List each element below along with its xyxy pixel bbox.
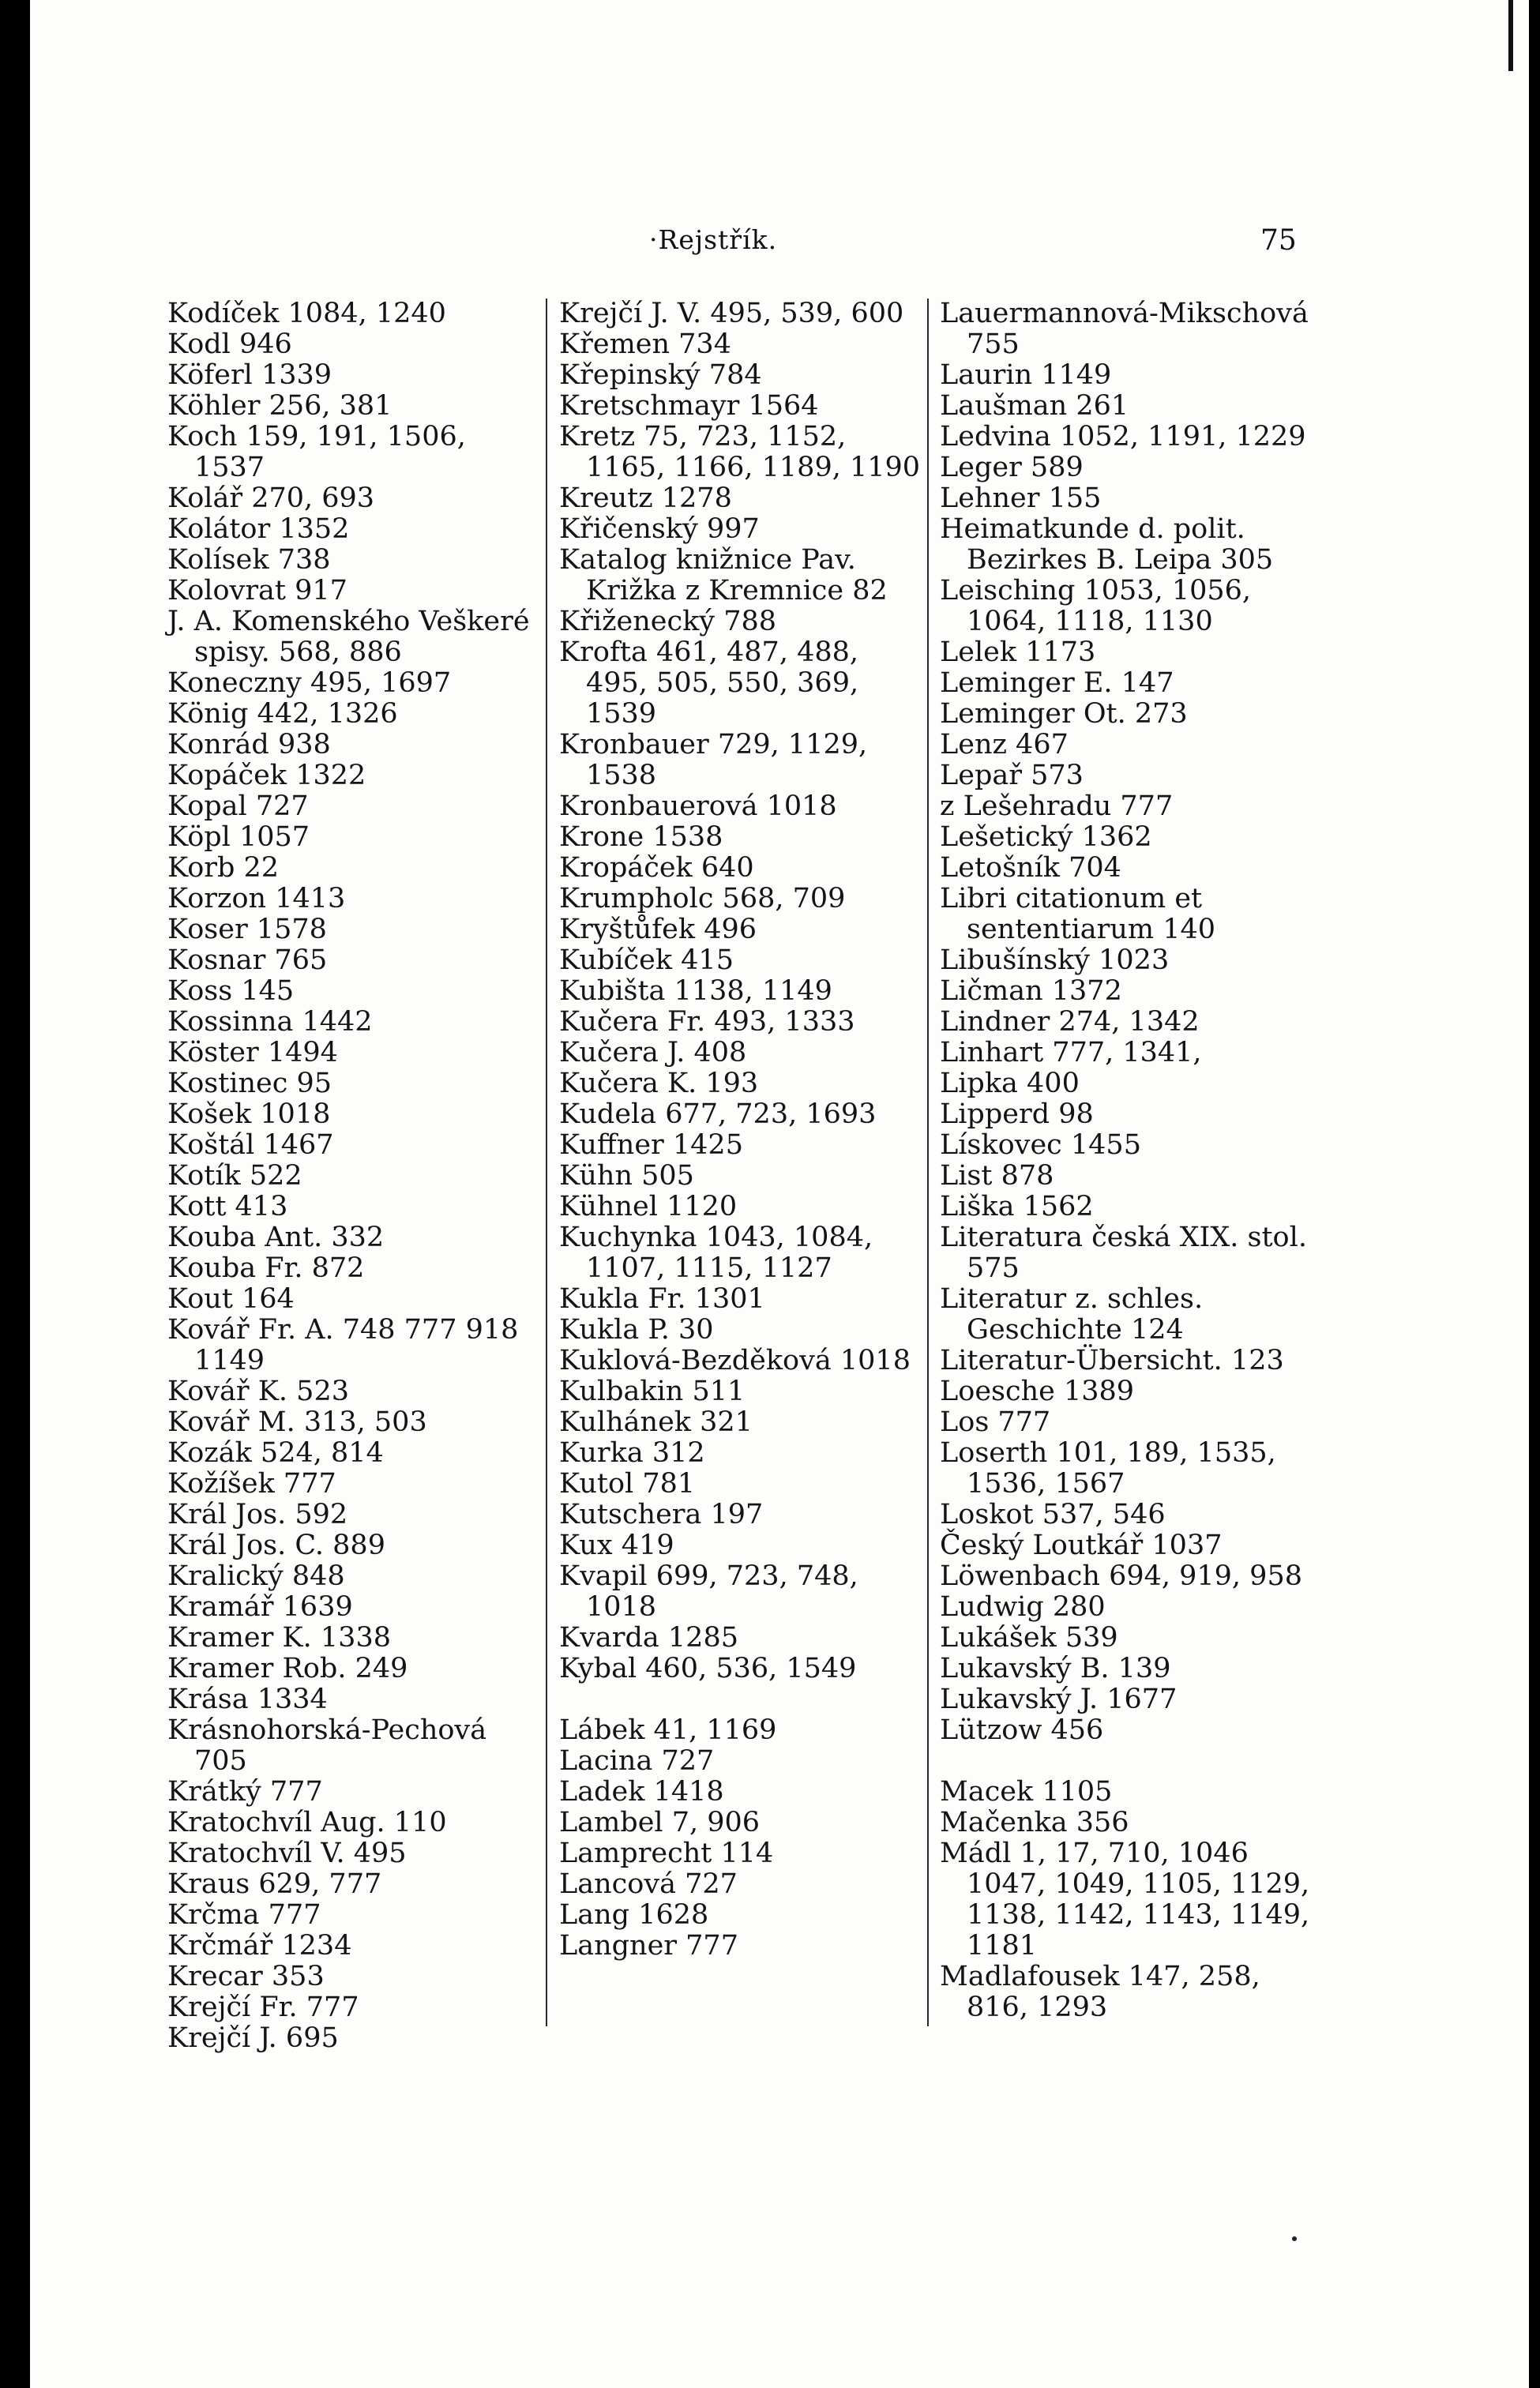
index-column-2 [559,298,922,2025]
index-entry: Kudela 677, 723, 1693 [559,1098,877,1130]
index-entry: Krejčí J. V. 495, 539, 600 [559,298,904,329]
scan-edge [1529,0,1540,2388]
index-entry: Koneczny 495, 1697 [167,667,452,699]
index-entry: Lukášek 539 [940,1622,1118,1654]
index-entry: Český Loutkář 1037 [940,1530,1223,1561]
index-entry: Krásnohorská-Pechová 705 [167,1714,487,1777]
index-entry: Kovář M. 313, 503 [167,1406,427,1438]
index-entry: Koch 159, 191, 1506, 1537 [167,421,466,483]
index-entry: Lancová 727 [559,1868,738,1900]
index-entry: Kolář 270, 693 [167,482,375,514]
index-entry: Lützow 456 [940,1714,1104,1746]
index-entry: Krone 1538 [559,821,723,853]
index-entry: Koštál 1467 [167,1129,334,1161]
index-entry: Kuchynka 1043, 1084, 1107, 1115, 1127 [559,1222,873,1284]
index-entry: Kotík 522 [167,1160,302,1192]
index-entry: Kozák 524, 814 [167,1437,384,1469]
index-entry: Kubíček 415 [559,944,734,976]
index-entry: Kolátor 1352 [167,513,350,545]
index-entry: Krejčí J. 695 [167,2022,339,2054]
index-entry: Ledvina 1052, 1191, 1229 [940,421,1306,452]
index-entry: Leminger Ot. 273 [940,698,1188,730]
index-entry: Král Jos. 592 [167,1499,348,1530]
index-entry: Lindner 274, 1342 [940,1006,1200,1038]
index-entry: Literatura česká XIX. stol. 575 [940,1222,1307,1284]
index-entry: Literatur-Übersicht. 123 [940,1345,1284,1376]
index-entry: Krčmář 1234 [167,1930,352,1962]
index-entry: Kout 164 [167,1283,295,1315]
index-entry: Lískovec 1455 [940,1129,1141,1161]
index-entry: Lukavský J. 1677 [940,1684,1178,1715]
index-entry: Kvapil 699, 723, 748, 1018 [559,1560,858,1623]
index-entry: Loesche 1389 [940,1376,1135,1407]
index-entry: Křičenský 997 [559,513,760,545]
index-entry: Kott 413 [167,1191,288,1222]
index-entry: Kronbauerová 1018 [559,790,837,822]
index-entry: Krofta 461, 487, 488, 495, 505, 550, 369, 1539 [559,636,859,730]
index-entry: Kralický 848 [167,1560,345,1592]
index-entry: Lipka 400 [940,1068,1080,1099]
index-entry: Leisching 1053, 1056, 1064, 1118, 1130 [940,575,1252,637]
index-entry: Kožíšek 777 [167,1468,336,1500]
index-entry: Kubišta 1138, 1149 [559,975,832,1007]
index-entry: Kodl 946 [167,329,292,360]
index-entry: Kostinec 95 [167,1068,332,1099]
index-entry: Lipperd 98 [940,1098,1094,1130]
index-entry: Kolísek 738 [167,544,331,576]
index-entry: Libri citationum et sententiarum 140 [940,883,1216,945]
index-entry: Krátký 777 [167,1776,323,1808]
index-entry: Laušman 261 [940,390,1129,422]
index-entry: Korzon 1413 [167,883,346,914]
section-gap [940,1746,1311,1777]
index-entry: Ladek 1418 [559,1776,724,1808]
index-entry: Kuffner 1425 [559,1129,743,1161]
index-entry: Krumpholc 568, 709 [559,883,846,914]
index-entry: Heimatkunde d. polit. Bezirkes B. Leipa 305 [940,513,1274,576]
index-entry: Kühn 505 [559,1160,694,1192]
index-entry: Kolovrat 917 [167,575,347,606]
index-entry: Lenz 467 [940,729,1069,760]
index-entry: Kutol 781 [559,1468,696,1500]
index-entry: Leger 589 [940,452,1084,483]
stray-dot [1292,2236,1297,2241]
index-entry: Lang 1628 [559,1899,709,1931]
index-entry: Lešetický 1362 [940,821,1152,853]
index-entry: Kovář K. 523 [167,1376,349,1407]
index-entry: Kukla Fr. 1301 [559,1283,765,1315]
index-entry: Kramer Rob. 249 [167,1653,408,1684]
index-entry: Koss 145 [167,975,295,1007]
index-entry: Lambel 7, 906 [559,1807,761,1838]
index-entry: Krčma 777 [167,1899,321,1931]
index-entry: König 442, 1326 [167,698,398,730]
index-entry: Kretz 75, 723, 1152, 1165, 1166, 1189, 1190 [559,421,921,483]
index-entry: Kropáček 640 [559,852,754,884]
index-entry: Köhler 256, 381 [167,390,393,422]
index-entry: Košek 1018 [167,1098,331,1130]
index-entry: Lacina 727 [559,1745,715,1777]
index-entry: Köpl 1057 [167,821,310,853]
section-gap [559,1684,922,1715]
index-entry: Leminger E. 147 [940,667,1174,699]
index-entry: Mačenka 356 [940,1807,1129,1838]
index-entry: Langner 777 [559,1930,738,1962]
page-number: 75 [1260,224,1297,257]
index-entry: Lelek 1173 [940,636,1096,668]
index-entry: Los 777 [940,1406,1051,1438]
index-entry: Letošník 704 [940,852,1121,884]
index-entry: Kratochvíl V. 495 [167,1838,407,1869]
index-entry: Kutschera 197 [559,1499,764,1530]
index-entry: Konrád 938 [167,729,331,760]
index-entry: Kossinna 1442 [167,1006,373,1038]
index-entry: Kurka 312 [559,1437,705,1469]
index-entry: Kučera Fr. 493, 1333 [559,1006,855,1038]
index-entry: Kouba Fr. 872 [167,1252,365,1284]
index-entry: Kučera K. 193 [559,1068,759,1099]
index-entry: Kouba Ant. 332 [167,1222,385,1253]
index-entry: Král Jos. C. 889 [167,1530,385,1561]
index-entry: Kraus 629, 777 [167,1868,382,1900]
index-entry: Ličman 1372 [940,975,1122,1007]
index-entry: Kučera J. 408 [559,1037,747,1068]
index-entry: Křiženecký 788 [559,606,776,637]
index-entry: z Lešehradu 777 [940,790,1174,822]
index-entry: J. A. Komenského Veškeré spisy. 568, 886 [167,606,530,668]
index-entry: Ludwig 280 [940,1591,1106,1623]
index-entry: Lukavský B. 139 [940,1653,1171,1684]
scan-edge-mark [1508,0,1513,71]
index-entry: Kramer K. 1338 [167,1622,391,1654]
column-rule-2 [927,298,929,2026]
index-entry: Kronbauer 729, 1129, 1538 [559,729,868,791]
index-entry: Mádl 1, 17, 710, 1046 1047, 1049, 1105, 1129, 1138, 1142, 1143, 1149, 1181 [940,1838,1310,1962]
index-entry: Kosnar 765 [167,944,328,976]
index-entry: Kvarda 1285 [559,1622,738,1654]
index-entry: Liška 1562 [940,1191,1094,1222]
index-entry: Kreutz 1278 [559,482,732,514]
index-entry: Korb 22 [167,852,280,884]
index-entry: Macek 1105 [940,1776,1113,1808]
index-entry: Kramář 1639 [167,1591,353,1623]
index-entry: Loskot 537, 546 [940,1499,1166,1530]
index-entry: Loserth 101, 189, 1535, 1536, 1567 [940,1437,1276,1500]
index-entry: Libušínský 1023 [940,944,1170,976]
index-entry: Krejčí Fr. 777 [167,1992,359,2023]
index-entry: Krecar 353 [167,1961,325,1992]
index-entry: Koser 1578 [167,914,327,945]
index-entry: Lamprecht 114 [559,1838,774,1869]
index-entry: Kühnel 1120 [559,1191,738,1222]
index-entry: Křepinský 784 [559,359,762,391]
index-entry: Kulbakin 511 [559,1376,746,1407]
index-entry: Kulhánek 321 [559,1406,753,1438]
index-entry: Laurin 1149 [940,359,1112,391]
index-entry: Madlafousek 147, 258, 816, 1293 [940,1961,1260,2023]
column-rule-1 [546,298,547,2026]
index-entry: Kybal 460, 536, 1549 [559,1653,857,1684]
index-entry: Kukla P. 30 [559,1314,714,1346]
index-entry: Kratochvíl Aug. 110 [167,1807,447,1838]
index-entry: Krása 1334 [167,1684,328,1715]
index-entry: Kodíček 1084, 1240 [167,298,446,329]
index-entry: Literatur z. schles. Geschichte 124 [940,1283,1204,1346]
index-entry: Křemen 734 [559,329,731,360]
index-entry: Lábek 41, 1169 [559,1714,777,1746]
index-column-1 [167,298,531,2054]
index-entry: Kryštůfek 496 [559,914,757,945]
index-entry: Kuklová-Bezděková 1018 [559,1345,911,1376]
index-entry: Lehner 155 [940,482,1102,514]
index-entry: Katalog knižnice Pav. Križka z Kremnice 82 [559,544,888,606]
index-entry: Kopal 727 [167,790,309,822]
index-column-3 [940,298,1311,2025]
index-entry: Lauermannová-Mikschová 755 [940,298,1309,360]
index-entry: Löwenbach 694, 919, 958 [940,1560,1302,1592]
index-entry: Linhart 777, 1341, [940,1037,1202,1068]
index-entry: Kux 419 [559,1530,674,1561]
index-entry: Lepař 573 [940,760,1084,791]
index-entry: Kopáček 1322 [167,760,366,791]
page-title: ·Rejstřík. [649,224,778,255]
index-entry: Kovář Fr. A. 748 777 918 1149 [167,1314,519,1376]
index-entry: Köster 1494 [167,1037,338,1068]
index-entry: Kretschmayr 1564 [559,390,819,422]
index-entry: Köferl 1339 [167,359,332,391]
index-entry: List 878 [940,1160,1054,1192]
